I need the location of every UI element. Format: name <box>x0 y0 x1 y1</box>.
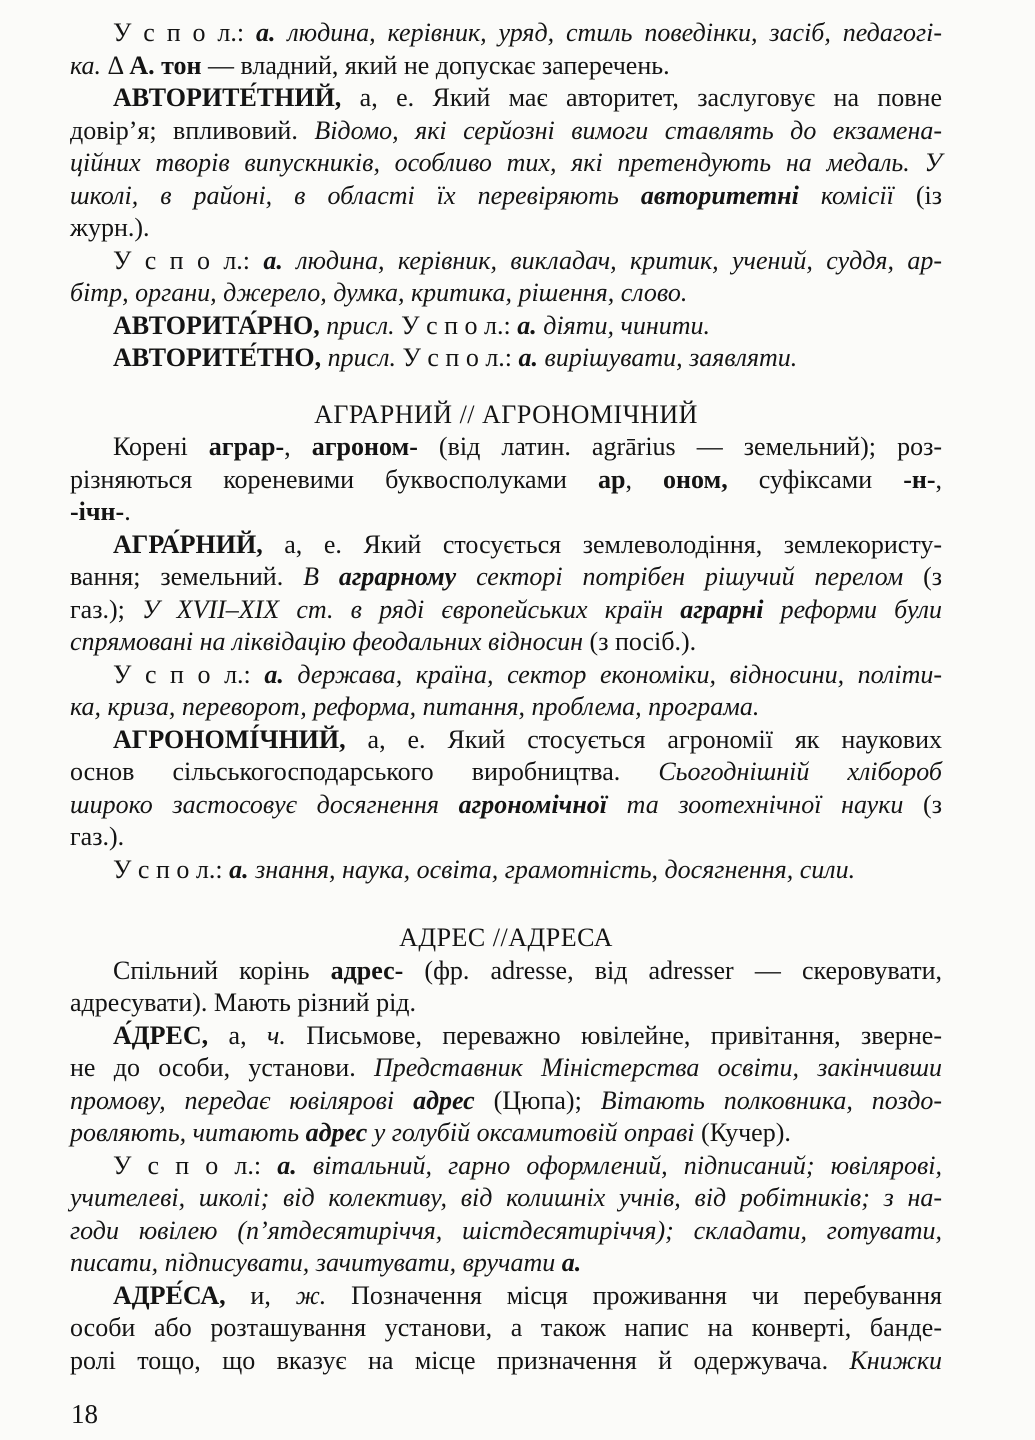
text-run: У с п о л.: <box>395 343 519 372</box>
text-line <box>70 310 942 343</box>
text-run: Корені <box>113 432 209 461</box>
text-run: , <box>284 432 312 461</box>
text-run: а. <box>518 343 539 372</box>
text-line <box>70 342 942 375</box>
text-run: а. <box>561 1248 582 1277</box>
text-run: адрес <box>413 1085 475 1115</box>
text-run: агроном- <box>311 432 418 461</box>
text-run: газ.); <box>70 594 143 624</box>
text-line <box>70 659 942 692</box>
text-run: АГРОНОМІ́ЧНИЙ, <box>113 724 346 754</box>
text-run: авторитетні <box>640 180 799 210</box>
text-run: адресувати). Мають різний рід. <box>70 988 417 1017</box>
text-run: держава, країна, сектор економіки, відносини, політи- <box>283 659 943 689</box>
text-run: АГРАРНИЙ // АГРОНОМІЧНИЙ <box>314 399 698 429</box>
text-run: У с п о л.: <box>113 245 264 275</box>
text-run: АДРЕС //АДРЕСА <box>399 923 613 952</box>
text-run: Позначення місця проживання чи перебування <box>326 1280 943 1310</box>
text-line <box>70 594 942 627</box>
text-line <box>70 1117 942 1150</box>
text-run: не до особи, установи. <box>70 1053 374 1082</box>
text-run: . <box>124 497 131 526</box>
text-line <box>70 50 942 83</box>
text-run: (Цюпа); <box>474 1085 601 1115</box>
text-run: а, <box>208 1020 267 1050</box>
text-run: газ.). <box>70 822 125 851</box>
text-run: а, е. Який має авторитет, заслуговує на повне <box>341 83 942 112</box>
text-line <box>70 561 942 594</box>
text-run: (від латин. agrārius — земельний); роз- <box>417 432 942 461</box>
text-run: У с п о л.: <box>113 1150 278 1180</box>
text-run: и, <box>225 1280 296 1310</box>
text-run: реформи були <box>763 594 943 624</box>
text-run: різняються кореневими буквосполуками <box>70 464 599 494</box>
text-run: (з <box>923 789 942 819</box>
text-run: а. <box>517 310 537 340</box>
text-run: журн.). <box>70 213 150 242</box>
text-run: а. <box>229 854 249 884</box>
text-run: АВТОРИТЕ́ТНО, <box>113 343 322 372</box>
text-line <box>70 691 942 724</box>
text-run: а. <box>277 1150 297 1180</box>
text-run: Відомо, які серйозні вимоги ставлять до екзамена- <box>314 115 942 145</box>
text-run: (із <box>915 180 942 210</box>
text-run: діяти, чинити. <box>536 310 711 340</box>
text-run: (з посіб.). <box>589 627 697 656</box>
text-run: — владний, який не допускає заперечень. <box>201 50 670 80</box>
text-run: вирішувати, заявляти. <box>538 343 798 372</box>
text-run: а. <box>264 659 284 689</box>
text-run: присл. <box>326 310 395 340</box>
text-run: у голубій оксамитовій оправі <box>367 1118 702 1147</box>
text-run: людина, керівник, викладач, критик, учений, суддя, ар- <box>282 245 942 275</box>
text-run: Книжки <box>849 1345 942 1375</box>
text-line <box>70 1020 942 1053</box>
text-run: присл. <box>327 343 396 372</box>
text-run: комісії <box>798 180 916 210</box>
text-run: вітальний, гарно оформлений, підписаний; ювілярові, <box>296 1150 942 1180</box>
text-run: аграр- <box>208 432 285 461</box>
text-line <box>70 1280 942 1313</box>
text-run: (Кучер). <box>701 1118 791 1147</box>
text-run: спрямовані на ліквідацію феодальних відносин <box>70 627 590 656</box>
text-line <box>70 955 942 988</box>
text-line <box>70 724 942 757</box>
text-run: Представник Міністерства освіти, закінчивши <box>373 1053 942 1082</box>
text-line <box>70 431 942 464</box>
text-run: У с п о л.: <box>113 18 257 47</box>
page-number: 18 <box>71 1399 98 1429</box>
text-run: ролі тощо, що вказує на місце призначення й одержувача. <box>70 1345 850 1375</box>
text-run: , <box>625 464 664 494</box>
text-line <box>70 464 942 497</box>
text-run: адрес- <box>330 955 404 985</box>
text-run: ч. <box>266 1020 286 1050</box>
text-run: а. <box>263 245 283 275</box>
text-run: ж. <box>295 1280 327 1310</box>
section-heading <box>70 399 942 432</box>
text-line <box>70 1085 942 1118</box>
text-line <box>70 789 942 822</box>
text-run: В <box>303 562 339 591</box>
text-run: основ сільськогосподарського виробництва. <box>70 757 659 786</box>
text-run: учителеві, школі; від колективу, від колишніх учнів, від робітників; з на- <box>70 1183 942 1212</box>
text-run: оном, <box>663 464 728 494</box>
text-run: АГРА́РНИЙ, <box>113 529 263 559</box>
text-line <box>70 82 942 115</box>
text-run: Спільний корінь <box>113 955 331 985</box>
text-line <box>70 854 942 887</box>
text-line <box>70 821 942 854</box>
text-line <box>70 1215 942 1248</box>
text-run: та зоотехнічної науки <box>607 789 924 819</box>
text-run: агрономічної <box>458 789 607 819</box>
text-run: -н- <box>903 464 936 494</box>
text-line <box>70 496 942 529</box>
text-line <box>70 626 942 659</box>
text-run: У XVII–XIX ст. в ряді європейських країн <box>142 594 681 624</box>
text-run: суфіксами <box>727 464 904 494</box>
text-run: аграрному <box>338 562 457 591</box>
text-line <box>70 1052 942 1085</box>
text-run: знання, наука, освіта, грамотність, досягнення, сили. <box>248 854 856 884</box>
text-line <box>70 1312 942 1345</box>
text-line <box>70 987 942 1020</box>
text-run: Письмове, переважно ювілейне, привітання, зверне- <box>285 1020 942 1050</box>
text-line <box>70 147 942 180</box>
text-run: ка. <box>70 50 108 80</box>
text-line <box>70 529 942 562</box>
text-run: а, е. Який стосується землеволодіння, землекористу- <box>262 529 942 559</box>
text-run: Вітають полковника, поздо- <box>600 1085 942 1115</box>
text-run: У с п о л.: <box>113 659 265 689</box>
text-line <box>70 1182 942 1215</box>
text-line <box>70 756 942 789</box>
text-run: а, е. Який стосується агрономії як наукових <box>345 724 942 754</box>
text-run: бітр, органи, джерело, думка, критика, рішення, слово. <box>70 278 688 307</box>
text-run: аграрні <box>680 594 764 624</box>
text-run: писати, підписувати, зачитувати, вручати <box>70 1248 562 1277</box>
text-run: Сьогоднішній хлібороб <box>658 757 942 786</box>
text-line <box>70 17 942 50</box>
text-run: ровляють, читають <box>70 1118 306 1147</box>
text-line <box>70 245 942 278</box>
text-run: (з <box>923 562 942 591</box>
text-run: АВТОРИТЕ́ТНИЙ, <box>113 83 342 112</box>
text-run: А. тон <box>129 50 202 80</box>
text-run: АВТОРИТА́РНО, <box>113 310 320 340</box>
text-line <box>70 180 942 213</box>
text-line <box>70 277 942 310</box>
text-line <box>70 212 942 245</box>
text-run: ар <box>598 464 626 494</box>
text-run: промову, передає ювілярові <box>70 1085 414 1115</box>
text-run: адрес <box>305 1118 368 1147</box>
text-run: вання; земельний. <box>70 562 304 591</box>
text-run: ційних творів випускників, особливо тих, які претендують на медаль. У <box>70 148 942 177</box>
text-run: ка, криза, переворот, реформа, питання, проблема, програма. <box>70 692 760 721</box>
text-line <box>70 115 942 148</box>
text-run: А́ДРЕС, <box>113 1020 209 1050</box>
text-run: АДРЕ́СА, <box>113 1280 226 1310</box>
text-run: а. <box>256 18 276 47</box>
text-run: годи ювілею (п’ятдесятиріччя, шістдесятиріччя); складати, готувати, <box>70 1215 942 1245</box>
text-run: У с п о л.: <box>394 310 518 340</box>
text-block <box>70 17 942 1377</box>
section-heading <box>70 922 942 955</box>
text-line <box>70 1247 942 1280</box>
text-run: широко застосовує досягнення <box>70 789 459 819</box>
text-run: довір’я; впливовий. <box>70 115 315 145</box>
text-run: особи або розташування установи, а також напис на конверті, банде- <box>70 1313 942 1342</box>
text-line <box>70 1150 942 1183</box>
text-run: секторі потрібен рішучий перелом <box>456 562 924 591</box>
text-run: (фр. adresse, від adresser — скеровувати, <box>403 955 942 985</box>
text-line <box>70 1345 942 1378</box>
text-run: людина, керівник, уряд, стиль поведінки, засіб, педагогі- <box>275 18 942 47</box>
text-run: Δ <box>107 50 130 80</box>
text-run: , <box>935 464 942 494</box>
text-run: -ічн- <box>70 497 125 526</box>
text-run: У с п о л.: <box>113 854 230 884</box>
text-run: школі, в районі, в області їх перевіряють <box>70 180 641 210</box>
